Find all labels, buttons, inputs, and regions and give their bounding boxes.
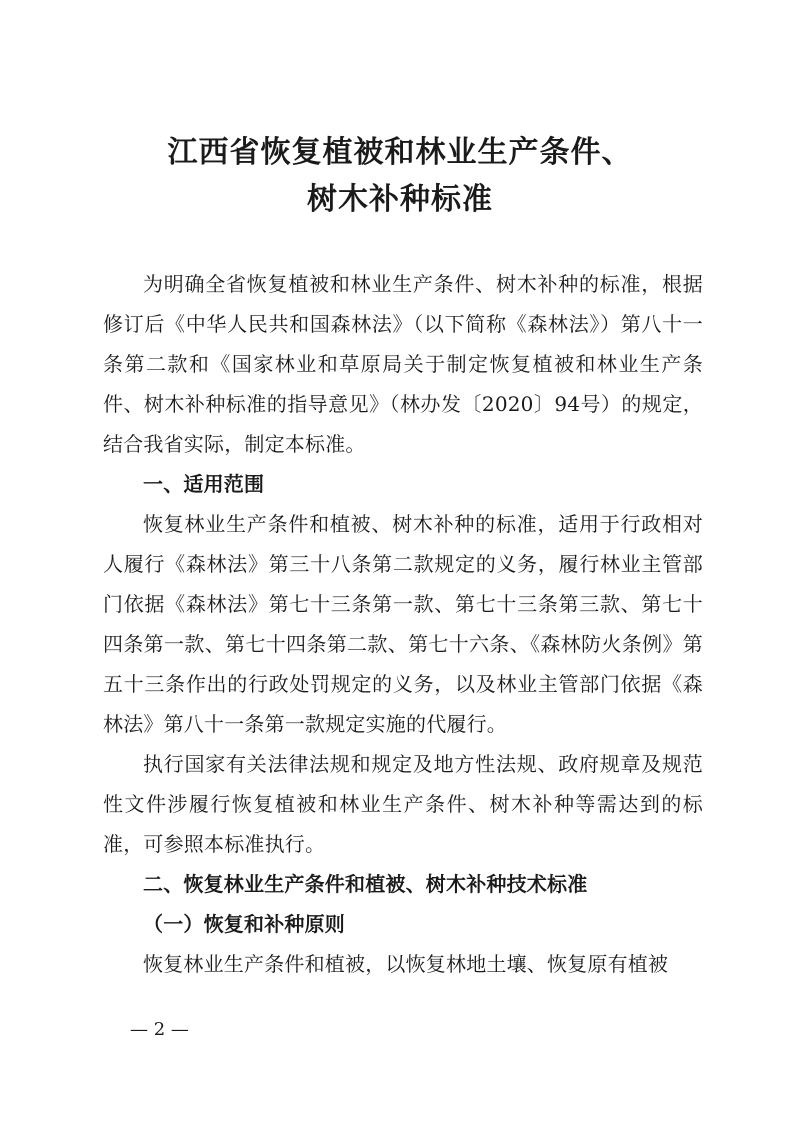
- section-2-heading: 二、恢复林业生产条件和植被、树木补种技术标准: [143, 872, 588, 896]
- page-title-line-2: 树木补种标准: [307, 182, 493, 217]
- document-body: [103, 264, 703, 984]
- section-2-paragraph-1: 恢复林业生产条件和植被，以恢复林地土壤、恢复原有植被: [143, 952, 669, 976]
- section-1-paragraph-2: 执行国家有关法律法规和规定及地方性法规、政府规章及规范性文件涉履行恢复植被和林业生产条件、树木补种等需达到的标准，可参照本标准执行。: [103, 752, 703, 856]
- section-1-heading: 一、适用范围: [143, 472, 265, 496]
- section-1-paragraph-1: 恢复林业生产条件和植被、树木补种的标准，适用于行政相对人履行《森林法》第三十八条第二款规定的义务，履行林业主管部门依据《森林法》第七十三条第一款、第七十三条第三款、第七十四条第一款、第七十四条第二款、第七十六条、《森林防火条例》第五十三条作出的行政处罚规定的义务，以及林业主管部门依据《森林法》第八十一条第一款规定实施的代履行。: [103, 512, 703, 736]
- page-number: — 2 —: [130, 1019, 189, 1040]
- section-2-subheading-1: （一）恢复和补种原则: [143, 912, 345, 936]
- page-title-line-1: 江西省恢复植被和林业生产条件、: [167, 135, 633, 170]
- intro-paragraph: 为明确全省恢复植被和林业生产条件、树木补种的标准，根据修订后《中华人民共和国森林法》（以下简称《森林法》）第八十一条第二款和《国家林业和草原局关于制定恢复植被和林业生产条件、树木补种标准的指导意见》（林办发〔2020〕94号）的规定，结合我省实际，制定本标准。: [103, 272, 703, 456]
